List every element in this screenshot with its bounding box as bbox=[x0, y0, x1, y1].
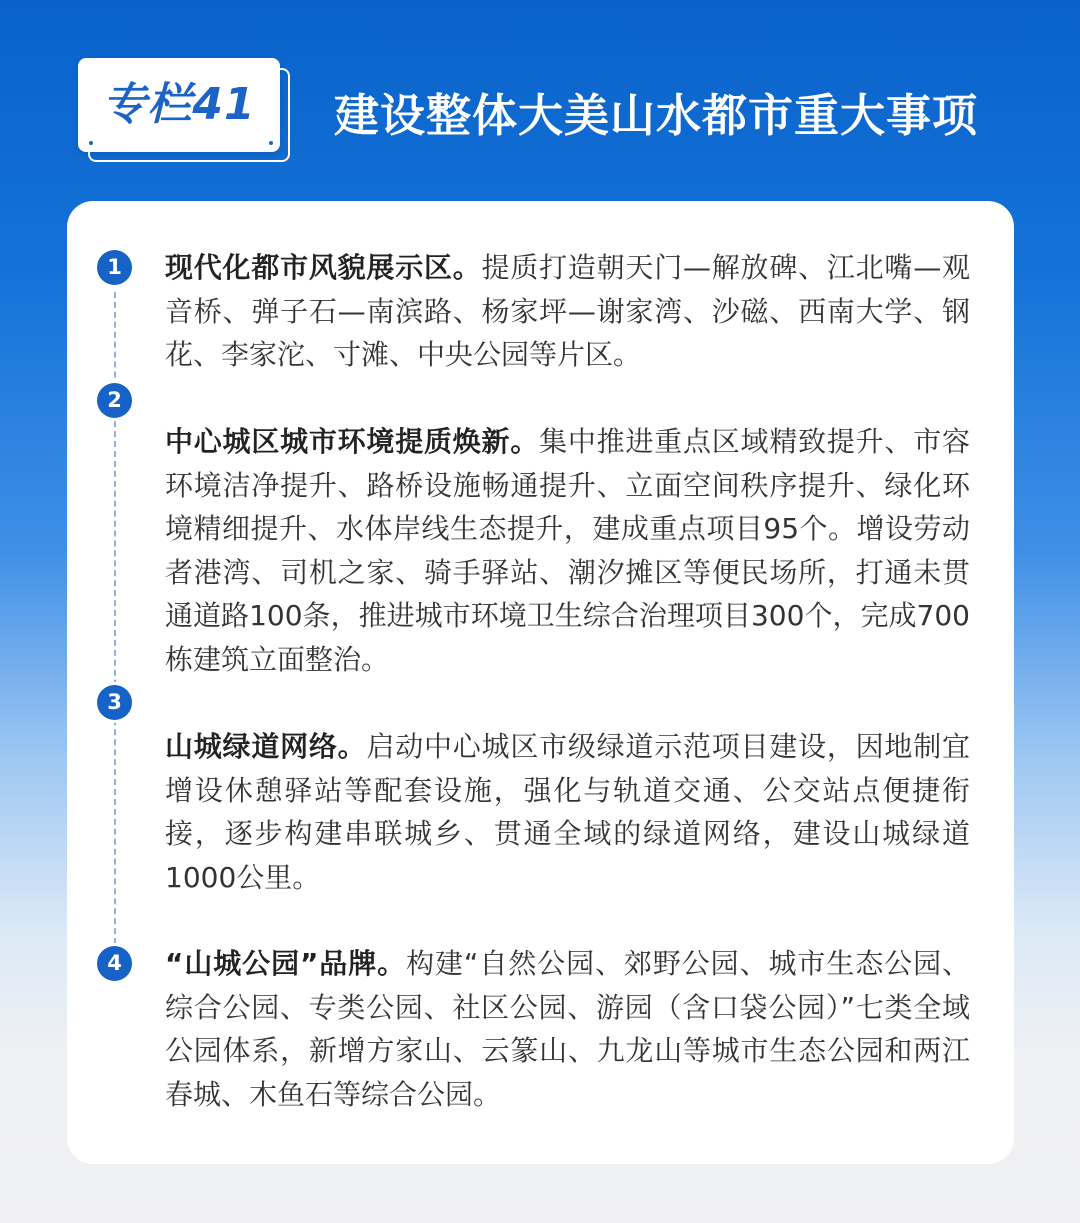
item-number-3: 3 bbox=[97, 685, 132, 720]
list-item bbox=[165, 246, 970, 377]
badge-corner-dot-left bbox=[89, 141, 93, 145]
column-badge-label: 专栏41 bbox=[102, 79, 256, 130]
page-title: 建设整体大美山水都市重大事项 bbox=[334, 89, 979, 142]
item-number-2: 2 bbox=[97, 383, 132, 418]
badge-corner-dot-right bbox=[269, 141, 273, 145]
item-number-1: 1 bbox=[97, 250, 132, 285]
item-body: 提质打造朝天门—解放碑、江北嘴—观音桥、弹子石—南滨路、杨家坪—谢家湾、沙磁、西南大学、钢花、李家沱、寸滩、中央公园等片区。 bbox=[165, 251, 970, 372]
item-heading: “山城公园”品牌。 bbox=[165, 947, 407, 980]
item-heading: 山城绿道网络。 bbox=[165, 730, 367, 763]
item-number-4: 4 bbox=[97, 946, 132, 981]
list-item bbox=[165, 725, 970, 899]
item-body: 构建“自然公园、郊野公园、城市生态公园、综合公园、专类公园、社区公园、游园（含口袋公园）”七类全域公园体系，新增方家山、云篆山、九龙山等城市生态公园和两江春城、木鱼石等综合公园。 bbox=[165, 947, 970, 1111]
item-heading: 中心城区城市环境提质焕新。 bbox=[165, 425, 540, 458]
item-body: 启动中心城区市级绿道示范项目建设，因地制宜增设休憩驿站等配套设施，强化与轨道交通、公交站点便捷衔接，逐步构建串联城乡、贯通全域的绿道网络，建设山城绿道1000公里。 bbox=[165, 730, 970, 894]
item-body: 集中推进重点区域精致提升、市容环境洁净提升、路桥设施畅通提升、立面空间秩序提升、绿化环境精细提升、水体岸线生态提升，建成重点项目95个。增设劳动者港湾、司机之家、骑手驿站、潮汐摊区等便民场所，打通未贯通道路100条，推进城市环境卫生综合治理项目300个，完成700栋建筑立面整治。 bbox=[165, 425, 970, 676]
list-item bbox=[165, 942, 970, 1116]
item-heading: 现代化都市风貌展示区。 bbox=[165, 251, 482, 284]
list-item bbox=[165, 420, 970, 682]
column-badge bbox=[78, 58, 280, 152]
